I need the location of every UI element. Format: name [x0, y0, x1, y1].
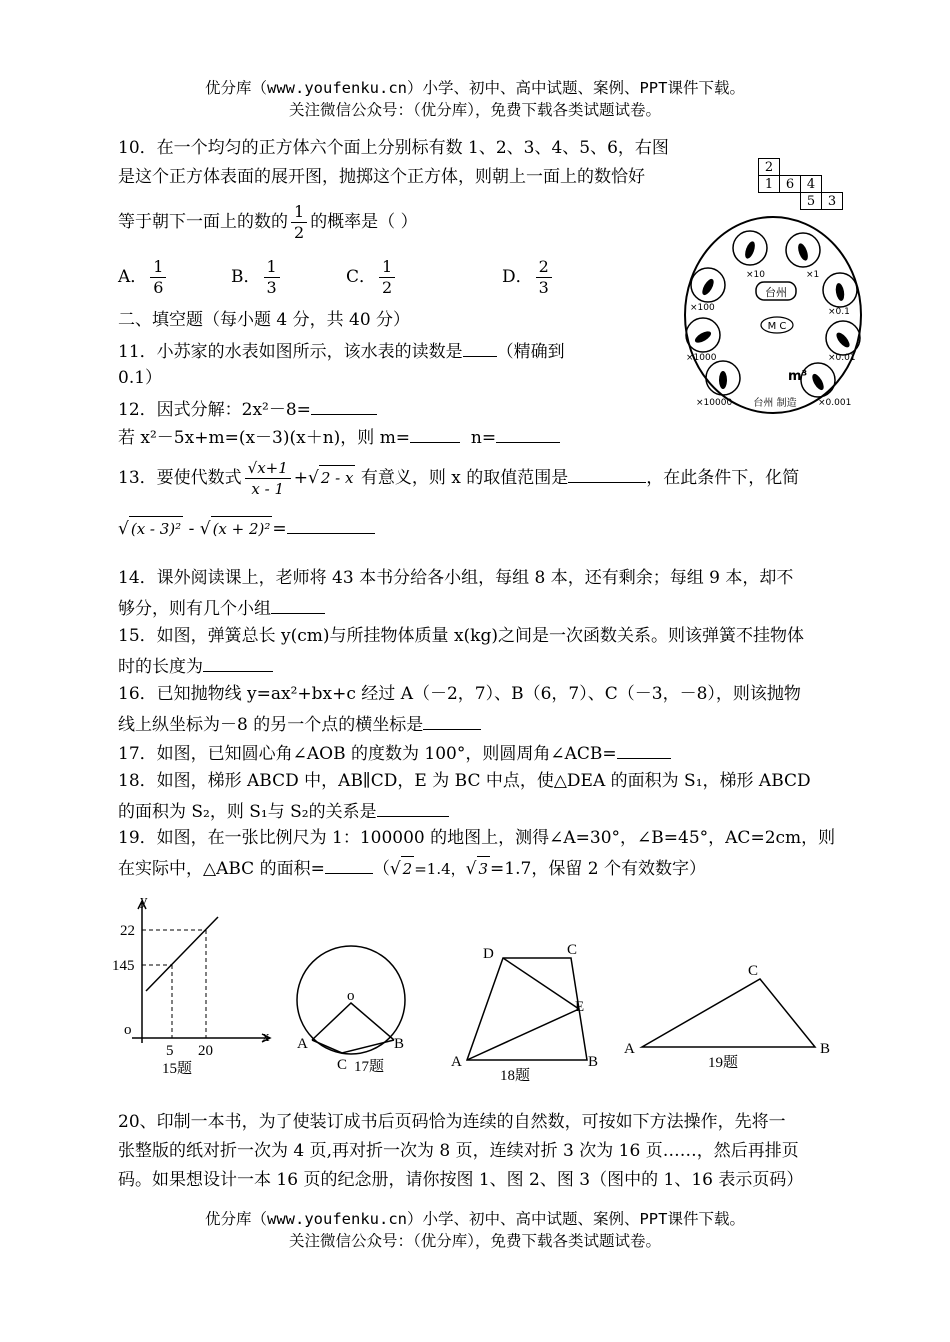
fig15-y1: 22	[120, 923, 135, 939]
fig19-caption: 19题	[708, 1055, 739, 1071]
q16-line-2: 线上纵坐标为－8 的另一个点的横坐标是	[118, 711, 481, 737]
meter-brand: 台州	[765, 286, 787, 299]
q10-option-a: A． $\frac{1}{6}$	[118, 257, 169, 298]
q10-fraction: $\frac{1}{2}$	[291, 202, 307, 243]
q16-blank	[423, 711, 481, 730]
meter-mark: M C	[767, 321, 787, 332]
cube-net: 2 1 6 4 5 3	[758, 158, 843, 210]
svg-text:×0.01: ×0.01	[828, 353, 856, 363]
q12-blank-m	[410, 424, 460, 443]
q10-option-b: B． $\frac{1}{3}$	[231, 257, 283, 298]
q15-line-1: 15．如图，弹簧总长 y(cm)与所挂物体质量 x(kg)之间是一次函数关系。则该弹簧不挂物体	[118, 626, 804, 646]
q11-blank	[463, 338, 497, 357]
svg-text:×0.001: ×0.001	[818, 398, 852, 408]
q20-line-3: 码。如果想设计一本 16 页的纪念册，请你按图 1、图 2、图 3（图中的 1、16 表示页码）	[118, 1170, 804, 1190]
svg-text:A: A	[297, 1036, 308, 1052]
fig15-y-label: y	[140, 893, 148, 909]
q20-line-2: 张整版的纸对折一次为 4 页,再对折一次为 8 页，连续对折 3 次为 16 页……，然后再排页	[118, 1141, 799, 1161]
q10-option-d: D． $\frac{2}{3}$	[502, 257, 555, 298]
svg-text:A: A	[451, 1054, 462, 1070]
q12-line-1: 12．因式分解：2x²－8=	[118, 396, 377, 422]
fig15-x-label: x	[262, 1029, 270, 1045]
q15-line-2: 时的长度为	[118, 653, 273, 679]
footer-line-2: 关注微信公众号：（优分库），免费下载各类试题试卷。	[288, 1232, 661, 1250]
fig15-origin: o	[124, 1022, 132, 1038]
q13-blank-1	[568, 464, 646, 483]
svg-text:B: B	[394, 1036, 405, 1052]
svg-text:×0.1: ×0.1	[828, 307, 850, 317]
q10-line-2: 是这个正方体表面的展开图，抛掷这个正方体，则朝上一面上的数恰好	[118, 167, 645, 187]
q12-blank-n	[496, 424, 560, 443]
q10-line-1: 10．在一个均匀的正方体六个面上分别标有数 1、2、3、4、5、6，右图	[118, 138, 669, 158]
svg-text:C: C	[567, 942, 578, 958]
q10-option-c: C． $\frac{1}{2}$	[346, 257, 398, 298]
svg-text:×100: ×100	[690, 303, 715, 313]
q17-blank	[617, 740, 671, 759]
q18-blank	[377, 798, 449, 817]
q13-blank-2	[287, 515, 375, 534]
q13-line-1: 13．要使代数式 $\frac{√x+1}{x - 1}$ +√ 2 - x 有意义，则 x 的取值范围是 ，在此条件下，化简	[118, 459, 800, 498]
meter-maker: 台州 制造	[753, 398, 797, 409]
figure-17-circle	[292, 935, 422, 1085]
footer-line-1: 优分库（www.youfenku.cn）小学、初中、高中试题、案例、PPT课件下载。	[205, 1210, 745, 1228]
q15-blank	[203, 653, 273, 672]
svg-text:×10: ×10	[746, 270, 765, 280]
figure-18-trapezoid	[445, 938, 610, 1083]
svg-text:B: B	[588, 1054, 599, 1070]
q19-line-1: 19．如图，在一张比例尺为 1：100000 的地图上，测得∠A=30°，∠B=45°，AC=2cm，则	[118, 828, 836, 848]
fig15-x1: 5	[166, 1043, 174, 1059]
q11-line-1: 11．小苏家的水表如图所示，该水表的读数是 （精确到	[118, 338, 565, 364]
q19-line-2: 在实际中，△ABC 的面积= （√ 2 =1.4，√ 3 =1.7，保留 2 个有效数字）	[118, 855, 706, 881]
water-meter-figure	[678, 210, 868, 420]
q16-line-1: 16．已知抛物线 y=ax²+bx+c 经过 A（－2，7）、B（6，7）、C（－3，－8），则该抛物	[118, 684, 801, 704]
svg-text:o: o	[347, 988, 355, 1004]
q20-line-1: 20、印制一本书，为了使装订成书后页码恰为连续的自然数，可按如下方法操作，先将一	[118, 1112, 786, 1132]
svg-text:D: D	[483, 946, 494, 962]
q19-blank	[325, 855, 373, 874]
q12-line-2: 若 x²－5x+m=(x－3)(x＋n)，则 m= n=	[118, 424, 560, 450]
meter-unit: m³	[788, 369, 808, 384]
fig18-caption: 18题	[500, 1068, 531, 1083]
svg-text:×1000: ×1000	[686, 353, 717, 363]
svg-text:E: E	[575, 999, 585, 1015]
q14-line-2: 够分，则有几个小组	[118, 595, 325, 621]
figure-15-graph	[110, 893, 285, 1083]
figure-19-triangle	[620, 955, 840, 1080]
fig17-caption: 17题	[354, 1059, 385, 1075]
svg-text:B: B	[820, 1041, 831, 1057]
svg-text:×10000: ×10000	[696, 398, 733, 408]
q12-blank-1	[311, 396, 377, 415]
q18-line-2: 的面积为 S₂，则 S₁与 S₂的关系是	[118, 798, 449, 824]
svg-text:C: C	[748, 963, 759, 979]
q14-line-1: 14．课外阅读课上，老师将 43 本书分给各小组，每组 8 本，还有剩余；每组 9 本，却不	[118, 568, 794, 588]
svg-text:A: A	[624, 1041, 635, 1057]
fig15-x2: 20	[198, 1043, 213, 1059]
fig15-y2: 145	[112, 958, 135, 974]
fig15-caption: 15题	[162, 1061, 193, 1077]
q13-line-2: √ (x - 3)² - √ (x + 2)² =	[118, 515, 375, 541]
section-2-title: 二、填空题（每小题 4 分，共 40 分）	[118, 310, 411, 330]
q14-blank	[271, 595, 325, 614]
q18-line-1: 18．如图，梯形 ABCD 中，AB∥CD，E 为 BC 中点，使△DEA 的面积为 S₁，梯形 ABCD	[118, 771, 811, 791]
q17-line: 17．如图，已知圆心角∠AOB 的度数为 100°，则圆周角∠ACB=	[118, 740, 671, 766]
q13-fraction: $\frac{√x+1}{x - 1}$	[245, 458, 291, 499]
q10-text-b: 的概率是（ ）	[310, 212, 418, 232]
svg-text:×1: ×1	[806, 270, 820, 280]
header-line-1: 优分库（www.youfenku.cn）小学、初中、高中试题、案例、PPT课件下载。	[205, 79, 745, 97]
q10-line-3	[118, 202, 418, 243]
q10-text-a: 等于朝下一面上的数的	[118, 212, 288, 232]
q11-line-2: 0.1）	[118, 368, 163, 388]
svg-text:C: C	[337, 1057, 348, 1073]
header-line-2: 关注微信公众号：（优分库），免费下载各类试题试卷。	[288, 101, 661, 119]
